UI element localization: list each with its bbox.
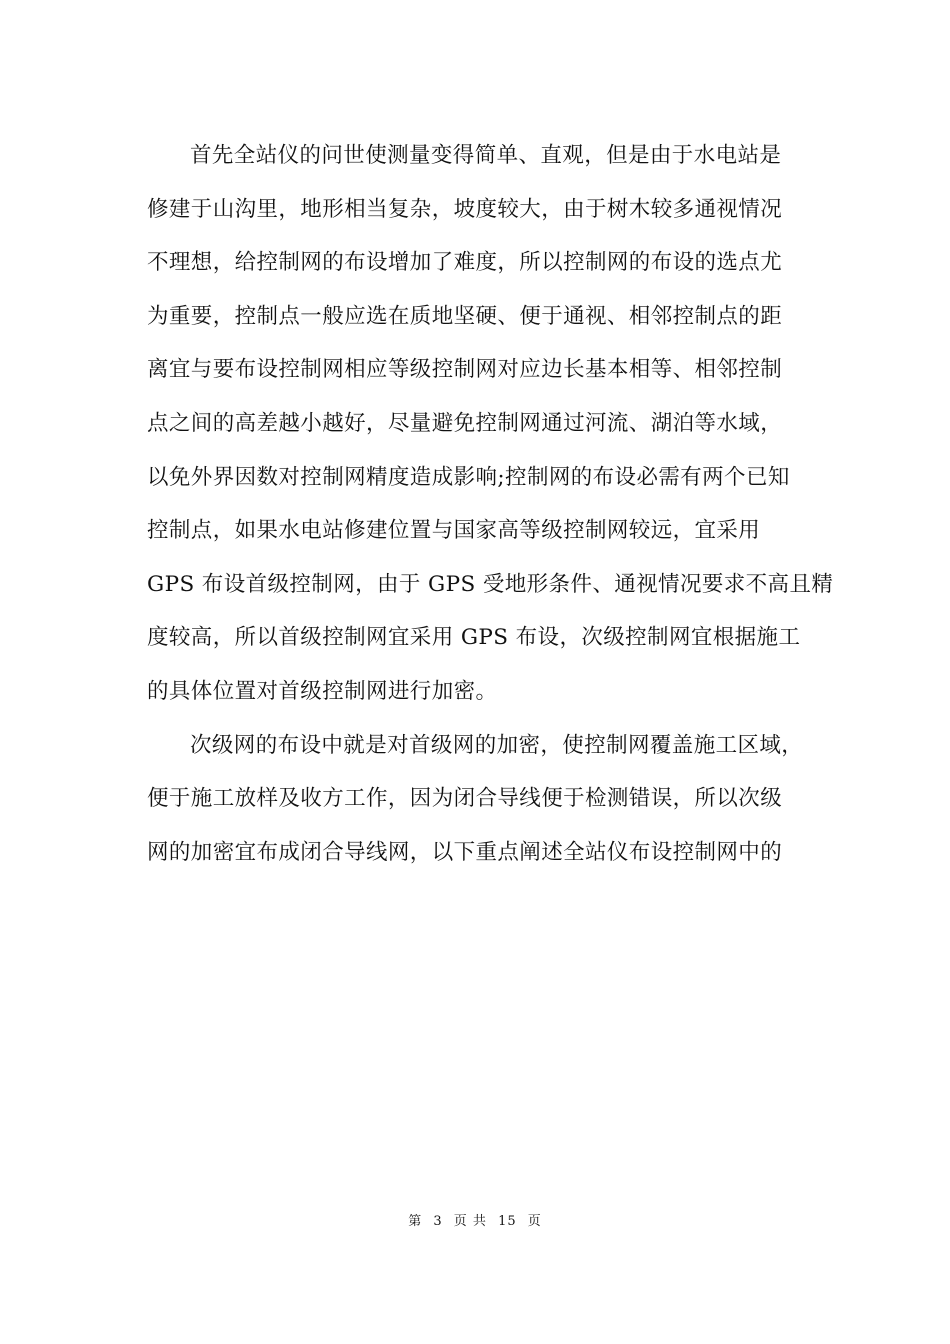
paragraph-1-line-9: GPS 布设首级控制网，由于 GPS 受地形条件、通视情况要求不高且精: [147, 571, 834, 597]
paragraph-1-line-3: 不理想，给控制网的布设增加了难度，所以控制网的布设的选点尤: [147, 250, 783, 276]
footer-prefix: 第: [408, 1214, 423, 1229]
paragraph-1-line-1: 首先全站仪的问世使测量变得简单、直观，但是由于水电站是: [190, 143, 782, 168]
paragraph-1-line-11: 的具体位置对首级控制网进行加密。: [147, 678, 498, 704]
paragraph-1-line-4: 为重要，控制点一般应选在质地坚硬、便于通视、相邻控制点的距: [147, 303, 783, 329]
page-footer: [0, 1210, 950, 1229]
footer-mid: 页 共: [453, 1214, 487, 1229]
paragraph-1-line-8: 控制点，如果水电站修建位置与国家高等级控制网较远，宜采用: [147, 518, 761, 544]
footer-total-pages: 15: [498, 1214, 517, 1229]
footer-suffix: 页: [527, 1214, 542, 1229]
paragraph-2-line-2: 便于施工放样及收方工作，因为闭合导线便于检测错误，所以次级: [147, 786, 783, 812]
paragraph-1-line-6: 点之间的高差越小越好，尽量避免控制网通过河流、湖泊等水域，: [147, 410, 783, 436]
paragraph-1-line-2: 修建于山沟里，地形相当复杂，坡度较大，由于树木较多通视情况: [147, 196, 783, 222]
paragraph-1-line-10: 度较高，所以首级控制网宜采用 GPS 布设，次级控制网宜根据施工: [147, 625, 801, 651]
paragraph-1-line-7: 以免外界因数对控制网精度造成影响;控制网的布设必需有两个已知: [147, 464, 790, 490]
paragraph-2-line-3: 网的加密宜布成闭合导线网，以下重点阐述全站仪布设控制网中的: [147, 839, 783, 865]
paragraph-2-line-1: 次级网的布设中就是对首级网的加密，使控制网覆盖施工区域，: [190, 732, 804, 758]
paragraph-1-line-5: 离宜与要布设控制网相应等级控制网对应边长基本相等、相邻控制: [147, 357, 783, 383]
footer-current-page: 3: [433, 1214, 443, 1229]
body-text: [147, 133, 834, 883]
